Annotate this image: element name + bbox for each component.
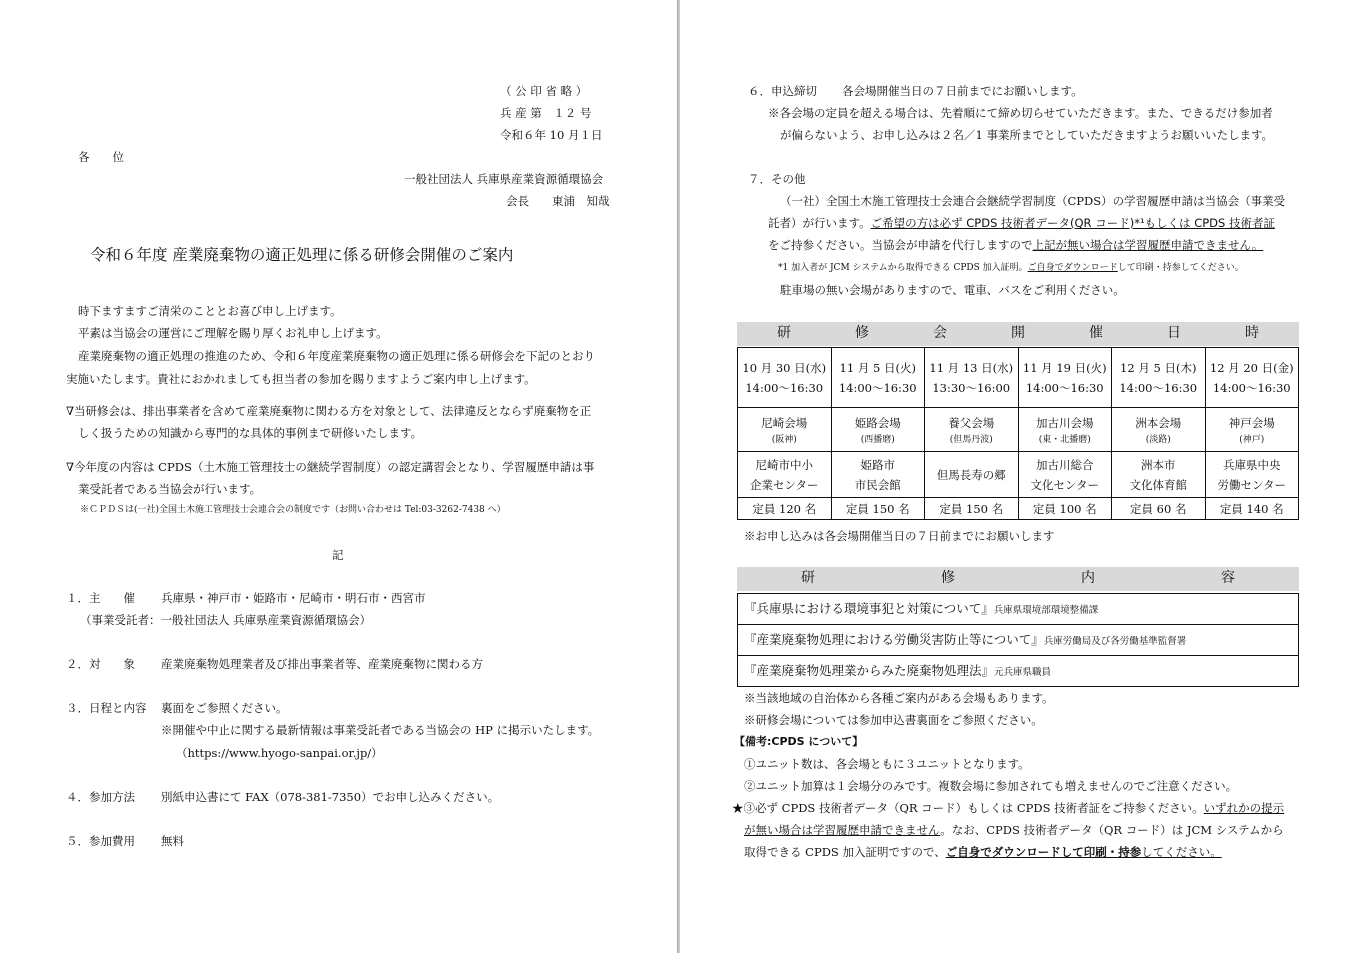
- content-speaker: 兵庫県環境部環境整備課: [993, 605, 1099, 616]
- venue-cell: [925, 408, 1019, 452]
- seal-omitted: （ 公 印 省 略 ）: [500, 84, 588, 98]
- cpds-item: [744, 845, 1222, 859]
- schedule-header-char: 催: [1089, 325, 1103, 341]
- greeting-line: 平素は当協会の運営にご理解を賜り厚くお礼申し上げます。: [78, 326, 388, 340]
- session-date-cell: [1112, 348, 1206, 408]
- cpds-item: ②ユニット加算は１会場分のみです。複数会場に参加されても増えませんのでご注意ください。: [744, 779, 1238, 793]
- session-date-cell: [831, 348, 925, 408]
- addressee: 各 位: [78, 150, 124, 164]
- notice-line: しく扱うための知識から専門的な具体的事例まで研修いたします。: [78, 426, 423, 440]
- session-date: 10 月 30 日(水): [742, 360, 827, 375]
- venue-area: (淡路): [1145, 434, 1171, 445]
- footnote-text: *1 加入者が JCM システムから取得できる CPDS 加入証明。: [778, 263, 1028, 273]
- footnote-1: [778, 262, 1244, 274]
- content-speaker: 兵庫労働局及び各労働基準監督署: [1043, 636, 1187, 647]
- parking-note: 駐車場の無い会場がありますので、電車、バスをご利用ください。: [780, 283, 1125, 297]
- other-text: 当協会が申請を代行しますので: [871, 238, 1033, 252]
- hall-row: [738, 452, 1299, 498]
- hall-name: 企業センター: [749, 477, 819, 492]
- hall-cell: [1205, 452, 1299, 498]
- other-line: （一社）全国土木施工管理技士会連合会継続学習制度（CPDS）の学習履歴申請は当協会（事業受: [780, 194, 1286, 208]
- cpds-item: [732, 801, 1284, 815]
- cpds-text: 。なお、CPDS 技術者データ（QR コード）は JCM システムから: [940, 823, 1284, 837]
- venue-cell: [1205, 408, 1299, 452]
- cpds-item: [744, 823, 1284, 837]
- method-value: 別紙申込書にて FAX（078-381-7350）でお申し込みください。: [161, 790, 500, 804]
- session-date: 11 月 19 日(火): [1022, 360, 1107, 375]
- capacity-cell: 定員 150 名: [925, 498, 1019, 520]
- venue-area: (阪神): [771, 434, 797, 445]
- venue-name: 加古川会場: [1036, 415, 1094, 430]
- content-speaker: 元兵庫県職員: [994, 667, 1052, 678]
- notice-line: ∇当研修会は、排出事業者を含めて産業廃棄物に関わる方を対象として、法律違反とならず廃棄物を正: [66, 404, 592, 418]
- sender-organization: 一般社団法人 兵庫県産業資源循環協会: [404, 172, 604, 186]
- content-title: 『産業廃棄物処理業からみた廃棄物処理法』: [744, 663, 995, 678]
- content-item: [738, 656, 1298, 686]
- session-date: 11 月 5 日(火): [839, 360, 916, 375]
- cpds-emphasis: ご自身でダウンロードして印刷・持参: [945, 845, 1142, 859]
- sponsor-sub: （事業受託者：一般社団法人 兵庫県産業資源循環協会）: [80, 613, 372, 627]
- other-label: ７．その他: [748, 172, 806, 186]
- content-list: [737, 593, 1299, 687]
- hall-cell: [831, 452, 925, 498]
- other-text: 託者）が行います。: [768, 216, 871, 230]
- deadline-label: ６．申込締切: [748, 84, 817, 98]
- capacity-cell: 定員 60 名: [1112, 498, 1206, 520]
- hall-name: 加古川総合: [1036, 457, 1094, 472]
- hall-name: 姫路市: [860, 457, 895, 472]
- schedule-label: ３．日程と内容: [66, 701, 147, 715]
- schedule-table: [737, 347, 1299, 520]
- content-item: [738, 594, 1298, 625]
- other-emphasis: ご希望の方は必ず CPDS 技術者データ(QR コード)*¹もしくは CPDS 技術者証: [870, 216, 1275, 230]
- footnote-text: して印刷・持参してください。: [1117, 263, 1244, 273]
- deadline-note: が偏らないよう、お申し込みは２名／1 事業所までとしていただきますようお願いいたします。: [780, 128, 1274, 142]
- session-time: 14:00～16:30: [1025, 380, 1104, 395]
- schedule-header-char: 時: [1245, 325, 1259, 341]
- document-number: 兵 産 第 １２ 号: [500, 106, 592, 120]
- notice-line: 業受託者である当協会が行います。: [78, 482, 262, 496]
- schedule-header: [737, 322, 1299, 346]
- greeting-line: 時下ますますご清栄のこととお喜び申し上げます。: [78, 304, 342, 318]
- session-time: 14:00～16:30: [1212, 380, 1291, 395]
- fee-value: 無料: [161, 834, 184, 848]
- cpds-text: ★③必ず CPDS 技術者データ（QR コード）もしくは CPDS 技術者証をご持参ください。: [732, 801, 1204, 815]
- cpds-emphasis: いずれかの提示: [1203, 801, 1285, 815]
- schedule-url[interactable]: （https://www.hyogo-sanpai.or.jp/）: [176, 746, 383, 760]
- hall-name: 但馬長寿の郷: [936, 467, 1006, 482]
- cpds-item: ①ユニット数は、各会場ともに３ユニットとなります。: [744, 757, 1030, 771]
- session-date-cell: [1205, 348, 1299, 408]
- session-date-cell: [925, 348, 1019, 408]
- hall-name: 尼崎市中小: [755, 457, 813, 472]
- capacity-cell: 定員 150 名: [831, 498, 925, 520]
- content-header-char: 修: [941, 570, 955, 586]
- session-time: 14:00～16:30: [1119, 380, 1198, 395]
- notice-line: ∇今年度の内容は CPDS（土木施工管理技士の継続学習制度）の認定講習会となり、学習履歴申請は事: [66, 460, 595, 474]
- greeting-line: 実施いたします。貴社におかれましても担当者の参加を賜りますようご案内申し上げます。: [66, 372, 536, 386]
- other-text: をご持参ください。: [768, 238, 872, 252]
- capacity-row: [738, 498, 1299, 520]
- content-header-char: 研: [801, 570, 815, 586]
- venue-cell: [1018, 408, 1112, 452]
- content-title: 『兵庫県における環境事犯と対策について』: [744, 601, 994, 616]
- hall-name: 洲本市: [1141, 457, 1176, 472]
- schedule-note: ※開催や中止に関する最新情報は事業受託者である当協会の HP に掲示いたします。: [161, 723, 600, 737]
- cpds-note: ※ＣＰＤＳは(一社)全国土木施工管理技士会連合会の制度です（お問い合わせは Tel:03-3262-7438 へ）: [80, 505, 506, 515]
- sponsor-label: １．主 催: [66, 591, 135, 605]
- deadline-note: ※各会場の定員を超える場合は、先着順にて締め切らせていただきます。また、できるだけ参加者: [768, 106, 1273, 120]
- other-emphasis: 上記が無い場合は学習履歴申請できません。: [1032, 238, 1264, 252]
- venue-name: 養父会場: [948, 415, 995, 430]
- other-line: [768, 238, 1263, 252]
- venue-area: (但馬丹波): [949, 434, 993, 445]
- venue-cell: [831, 408, 925, 452]
- session-time: 14:00～16:30: [745, 380, 824, 395]
- venue-name: 尼崎会場: [761, 415, 808, 430]
- session-date: 12 月 20 日(金): [1209, 360, 1294, 375]
- greeting-line: 産業廃棄物の適正処理の推進のため、令和６年度産業廃棄物の適正処理に係る研修会を下記のとおり: [78, 349, 596, 363]
- venue-name: 姫路会場: [854, 415, 901, 430]
- sender-name: 会長 東浦 知哉: [506, 194, 610, 208]
- content-title: 『産業廃棄物処理における労働災害防止等について』: [744, 632, 1044, 647]
- deadline-value: 各会場開催当日の７日前までにお願いします。: [842, 84, 1083, 98]
- hall-cell: [738, 452, 832, 498]
- venue-cell: [738, 408, 832, 452]
- venue-area: (西播磨): [860, 434, 895, 445]
- venue-name: 洲本会場: [1135, 415, 1182, 430]
- hall-cell: [1112, 452, 1206, 498]
- session-date-cell: [738, 348, 832, 408]
- venue-area: (東・北播磨): [1038, 434, 1091, 445]
- capacity-cell: 定員 120 名: [738, 498, 832, 520]
- page-title: 令和６年度 産業廃棄物の適正処理に係る研修会開催のご案内: [90, 246, 514, 264]
- target-value: 産業廃棄物処理業者及び排出事業者等、産業廃棄物に関わる方: [161, 657, 483, 671]
- schedule-footnote: ※お申し込みは各会場開催当日の７日前までにお願いします: [744, 529, 1055, 543]
- venue-name: 神戸会場: [1228, 415, 1275, 430]
- hall-name: 労働センター: [1217, 477, 1287, 492]
- ki-heading: 記: [332, 548, 344, 562]
- hall-name: 文化体育館: [1129, 477, 1187, 492]
- hall-name: 文化センター: [1030, 477, 1100, 492]
- left-page: [0, 0, 678, 953]
- content-header-char: 容: [1221, 570, 1235, 586]
- cpds-emphasis: が無い場合は学習履歴申請できません: [744, 823, 941, 837]
- session-date: 11 月 13 日(水): [929, 360, 1014, 375]
- sponsor-value: 兵庫県・神戸市・姫路市・尼崎市・明石市・西宮市: [161, 591, 426, 605]
- venue-note: ※研修会場については参加申込書裏面をご参照ください。: [744, 713, 1043, 727]
- venue-area: (神戸): [1239, 434, 1265, 445]
- cpds-text: してください。: [1141, 845, 1222, 859]
- cpds-text: 取得できる CPDS 加入証明ですので、: [744, 845, 946, 859]
- session-time: 13:30～16:00: [932, 380, 1011, 395]
- hall-cell: [925, 452, 1019, 498]
- session-time: 14:00～16:30: [838, 380, 917, 395]
- fee-label: ５．参加費用: [66, 834, 135, 848]
- schedule-header-char: 会: [933, 325, 947, 341]
- venue-note: ※当該地域の自治体から各種ご案内がある会場もあります。: [744, 691, 1054, 705]
- content-header-char: 内: [1081, 570, 1095, 586]
- hall-cell: [1018, 452, 1112, 498]
- cpds-heading: 【備考:CPDS について】: [734, 735, 864, 748]
- hall-name: 市民会館: [854, 477, 901, 492]
- document-date: 令和６年 10 月１日: [500, 128, 603, 142]
- venue-cell: [1112, 408, 1206, 452]
- hall-name: 兵庫県中央: [1223, 457, 1281, 472]
- session-date-cell: [1018, 348, 1112, 408]
- right-page: [680, 0, 1357, 953]
- schedule-header-char: 研: [777, 325, 791, 341]
- schedule-header-char: 日: [1167, 325, 1181, 341]
- content-header: [737, 567, 1299, 591]
- content-item: [738, 625, 1298, 656]
- method-label: ４．参加方法: [66, 790, 135, 804]
- other-line: [768, 216, 1275, 230]
- capacity-cell: 定員 100 名: [1018, 498, 1112, 520]
- schedule-header-char: 修: [855, 325, 869, 341]
- venue-row: [738, 408, 1299, 452]
- schedule-value: 裏面をご参照ください。: [161, 701, 288, 715]
- session-date: 12 月 5 日(木): [1120, 360, 1197, 375]
- date-row: [738, 348, 1299, 408]
- schedule-header-char: 開: [1011, 325, 1025, 341]
- target-label: ２．対 象: [66, 657, 135, 671]
- footnote-emphasis: ご自身でダウンロード: [1027, 263, 1118, 273]
- capacity-cell: 定員 140 名: [1205, 498, 1299, 520]
